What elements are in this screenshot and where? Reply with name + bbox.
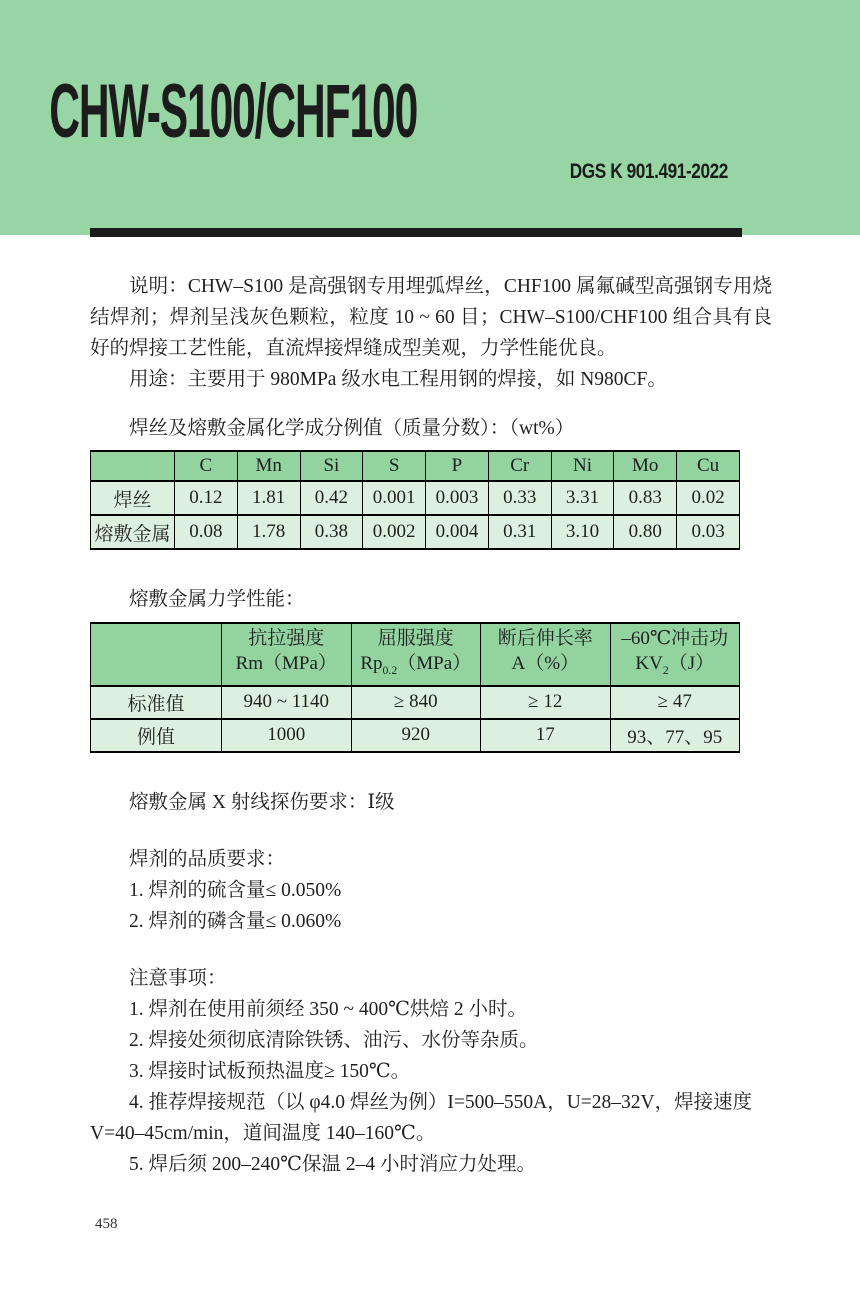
- table-cell: 0.002: [363, 515, 426, 549]
- table-cell: 0.42: [300, 481, 363, 515]
- table-cell: 3.10: [551, 515, 614, 549]
- table-row: [91, 515, 740, 549]
- column-header: Si: [300, 451, 363, 481]
- table-cell: 93、77、95: [610, 719, 740, 752]
- mechanical-header-row: [91, 623, 740, 686]
- composition-table-title: 焊丝及熔敷金属化学成分例值（质量分数）：（wt%）: [129, 418, 575, 439]
- table-cell: 0.83: [614, 481, 677, 515]
- quality-title: 焊剂的品质要求：: [129, 848, 286, 870]
- composition-table: [90, 450, 740, 550]
- column-header: [91, 623, 222, 686]
- row-label: 熔敷金属: [91, 515, 175, 549]
- column-header: Mo: [614, 451, 677, 481]
- table-cell: 0.80: [614, 515, 677, 549]
- note-item: 5. 焊后须 200–240℃保温 2–4 小时消应力处理。: [129, 1153, 536, 1175]
- table-cell: ≥ 12: [481, 686, 611, 719]
- row-label: 焊丝: [91, 481, 175, 515]
- column-header: Mn: [237, 451, 300, 481]
- standard-code-row: [535, 160, 728, 184]
- notes-section: [90, 963, 772, 1180]
- page-content: [0, 271, 860, 1180]
- table-row: [91, 719, 740, 752]
- table-cell: 940 ~ 1140: [222, 686, 352, 719]
- table-row: [91, 481, 740, 515]
- column-header: Cr: [488, 451, 551, 481]
- header-banner: [0, 0, 860, 235]
- table-cell: ≥ 840: [351, 686, 481, 719]
- intro-section: [90, 271, 772, 395]
- quality-section: [90, 844, 772, 937]
- row-label: 标准值: [91, 686, 222, 719]
- mechanical-table: [90, 622, 740, 753]
- table-cell: 0.12: [175, 481, 238, 515]
- quality-item: 1. 焊剂的硫含量≤ 0.050%: [129, 879, 342, 901]
- column-header: C: [175, 451, 238, 481]
- column-header: Ni: [551, 451, 614, 481]
- page-number: 458: [95, 1216, 118, 1232]
- table-cell: 1.81: [237, 481, 300, 515]
- column-header: S: [363, 451, 426, 481]
- product-title: CHW-S100/CHF100: [49, 69, 418, 154]
- column-header: P: [426, 451, 489, 481]
- note-item: 2. 焊接处须彻底清除铁锈、油污、水份等杂质。: [129, 1029, 539, 1051]
- column-header: [91, 451, 175, 481]
- standard-code: DGS K 901.491-2022: [569, 160, 728, 183]
- table-row: [91, 686, 740, 719]
- quality-item: 2. 焊剂的磷含量≤ 0.060%: [129, 910, 342, 932]
- table-cell: 0.02: [677, 481, 740, 515]
- divider-bar: [90, 228, 742, 237]
- table-cell: 0.03: [677, 515, 740, 549]
- column-header: 断后伸长率 A（%）: [481, 623, 611, 686]
- note-item: 3. 焊接时试板预热温度≥ 150℃。: [129, 1060, 411, 1082]
- notes-title: 注意事项：: [129, 967, 227, 989]
- intro-description: 说明：CHW–S100 是高强钢专用埋弧焊丝，CHF100 属氟碱型高强钢专用烧结焊剂；焊剂呈浅灰色颗粒，粒度 10 ~ 60 目；CHW–S100/CHF100 组合具有良好的焊接工艺性能，直流焊接焊缝成型美观，力学性能优良。: [90, 276, 772, 359]
- table-cell: 1.78: [237, 515, 300, 549]
- xray-requirement: 熔敷金属 X 射线探伤要求：Ⅰ级: [129, 791, 395, 813]
- table-cell: 0.004: [426, 515, 489, 549]
- table-cell: 0.38: [300, 515, 363, 549]
- table-cell: 0.003: [426, 481, 489, 515]
- column-header: Cu: [677, 451, 740, 481]
- table-cell: 0.31: [488, 515, 551, 549]
- table-cell: 1000: [222, 719, 352, 752]
- composition-header-row: [91, 451, 740, 481]
- note-item: 1. 焊剂在使用前须经 350 ~ 400℃烘焙 2 小时。: [129, 998, 527, 1020]
- column-header: –60℃冲击功 $KV_2(J)$: [610, 623, 740, 686]
- note-item: 4. 推荐焊接规范（以 φ4.0 焊丝为例）I=500–550A，U=28–32V，焊接速度 V=40–45cm/min，道间温度 140–160℃。: [90, 1091, 753, 1144]
- intro-usage: 用途：主要用于 980MPa 级水电工程用钢的焊接，如 N980CF。: [129, 369, 667, 390]
- column-header: 屈服强度 $Rp_{0.2}(MPa)$: [351, 623, 481, 686]
- table-cell: 0.08: [175, 515, 238, 549]
- table-cell: 920: [351, 719, 481, 752]
- mechanical-table-title: 熔敷金属力学性能：: [129, 589, 305, 610]
- table-cell: ≥ 47: [610, 686, 740, 719]
- column-header: 抗拉强度 Rm（MPa）: [222, 623, 352, 686]
- row-label: 例值: [91, 719, 222, 752]
- table-cell: 3.31: [551, 481, 614, 515]
- table-cell: 17: [481, 719, 611, 752]
- table-cell: 0.33: [488, 481, 551, 515]
- table-cell: 0.001: [363, 481, 426, 515]
